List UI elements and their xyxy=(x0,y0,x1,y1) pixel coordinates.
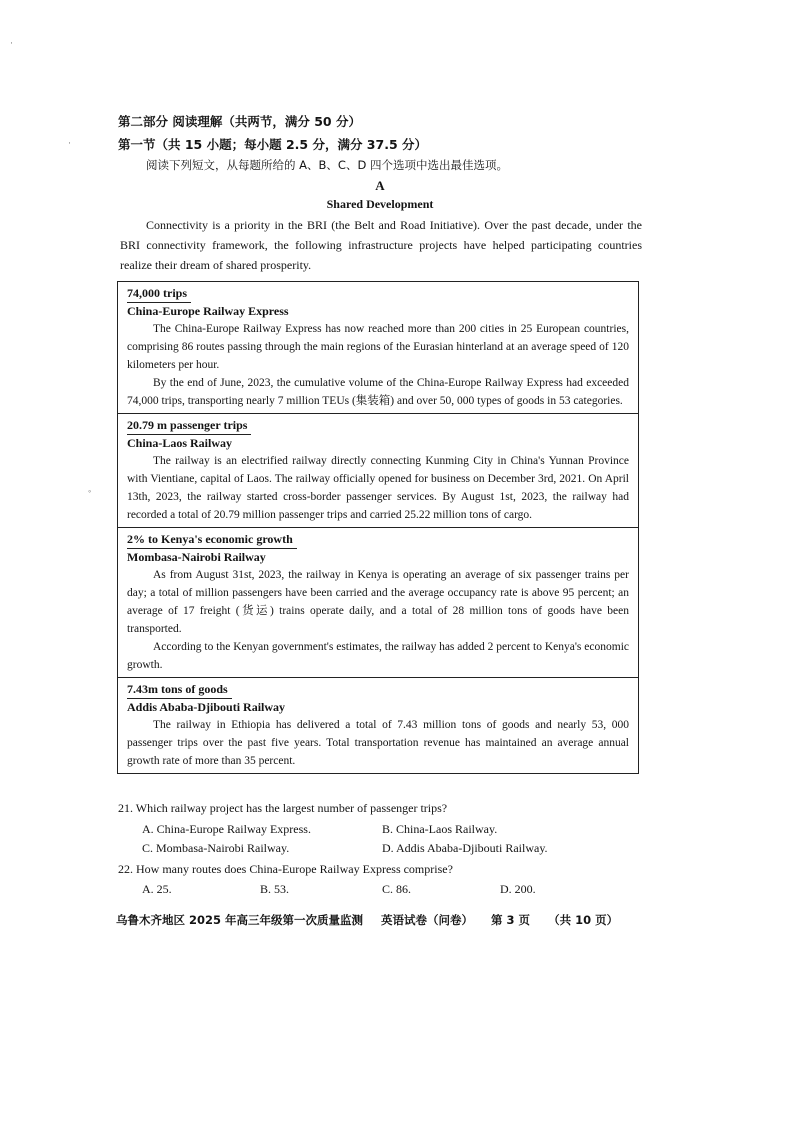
section-tag: 74,000 trips xyxy=(127,285,191,303)
section-heading: 第一节（共 15 小题；每小题 2.5 分，满分 37.5 分） xyxy=(118,137,427,152)
info-section-addis-djibouti xyxy=(118,678,638,773)
section-paragraph: The China-Europe Railway Express has now reached more than 200 cities in 25 European countries, comprising 86 routes passing through the main regions of the Eurasian hinterland at an average speed of 120 kilometers per hour. xyxy=(127,323,629,371)
section-tag: 20.79 m passenger trips xyxy=(127,417,251,435)
info-box xyxy=(117,281,639,774)
section-title: Mombasa-Nairobi Railway xyxy=(127,550,266,564)
footer-subject: 英语试卷（问卷） xyxy=(381,913,474,927)
part-heading: 第二部分 阅读理解（共两节，满分 50 分） xyxy=(118,114,361,129)
question-21-option-b[interactable]: B. China-Laos Railway. xyxy=(382,822,498,836)
question-22-option-d[interactable]: D. 200. xyxy=(500,882,536,896)
question-22-option-c[interactable]: C. 86. xyxy=(382,882,412,896)
section-tag: 7.43m tons of goods xyxy=(127,681,232,699)
section-title: China-Europe Railway Express xyxy=(127,304,289,318)
question-22-stem: 22. How many routes does China-Europe Railway Express comprise? xyxy=(118,862,453,876)
passage-intro xyxy=(120,215,642,275)
section-paragraph: By the end of June, 2023, the cumulative volume of the China-Europe Railway Express had exceeded 74,000 trips, transporting nearly 7 million TEUs (集装箱) and over 50, 000 types of goods in 53 categories. xyxy=(127,377,629,407)
question-21-option-d[interactable]: D. Addis Ababa-Djibouti Railway. xyxy=(382,841,548,855)
instruction-text: 阅读下列短文，从每题所给的 A、B、C、D 四个选项中选出最佳选项。 xyxy=(146,158,508,172)
scan-speck: ◦ xyxy=(88,486,92,496)
section-paragraph: The railway in Ethiopia has delivered a total of 7.43 million tons of goods and nearly 53, 000 passenger trips over the past five years. Total transportation revenue has maintained an average annual growth rate of more than 35 percent. xyxy=(127,719,629,767)
page-footer xyxy=(116,912,632,928)
section-paragraph: As from August 31st, 2023, the railway in Kenya is operating an average of six passenger trains per day; a total of million passengers have been carried and the average occupancy rate is above 95 percent; an average of 17 freight (货运) trains operate daily, and a total of 28 million tons of goods have been transported. xyxy=(127,569,629,635)
question-21-option-c[interactable]: C. Mombasa-Nairobi Railway. xyxy=(142,841,290,855)
section-title: China-Laos Railway xyxy=(127,436,233,450)
section-paragraph: The railway is an electrified railway directly connecting Kunming City in China's Yunnan Province with Vientiane, capital of Laos. The railway officially opened for business on December 3rd, 2021. On April 13th, 2023, the railway started cross-border passenger services. By August 1st, 2023, the railway had recorded a total of 20.79 million passenger trips and carried 25.22 million tons of cargo. xyxy=(127,455,629,521)
question-22-option-a[interactable]: A. 25. xyxy=(142,882,172,896)
question-21-option-a[interactable]: A. China-Europe Railway Express. xyxy=(142,822,311,836)
info-section-mombasa-nairobi xyxy=(118,528,638,678)
question-21-stem: 21. Which railway project has the largest number of passenger trips? xyxy=(118,801,448,815)
footer-page-total: （共 10 页） xyxy=(548,913,619,927)
footer-exam-name: 乌鲁木齐地区 2025 年高三年级第一次质量监测 xyxy=(116,913,364,927)
intro-paragraph: Connectivity is a priority in the BRI (the Belt and Road Initiative). Over the past decade, under the BRI connectivity framework, the following infrastructure projects have helped participating countries realize their dream of shared prosperity. xyxy=(120,218,642,272)
footer-page-number: 第 3 页 xyxy=(491,913,531,927)
info-section-china-europe xyxy=(118,282,638,414)
passage-letter: A xyxy=(375,178,385,193)
section-tag: 2% to Kenya's economic growth xyxy=(127,531,297,549)
info-section-china-laos xyxy=(118,414,638,528)
passage-title: Shared Development xyxy=(326,197,434,211)
scan-speck: · xyxy=(10,38,13,48)
section-paragraph: According to the Kenyan government's estimates, the railway has added 2 percent to Kenya's economic growth. xyxy=(127,641,629,671)
section-title: Addis Ababa-Djibouti Railway xyxy=(127,700,286,714)
question-22-option-b[interactable]: B. 53. xyxy=(260,882,290,896)
scan-speck: · xyxy=(68,138,71,148)
